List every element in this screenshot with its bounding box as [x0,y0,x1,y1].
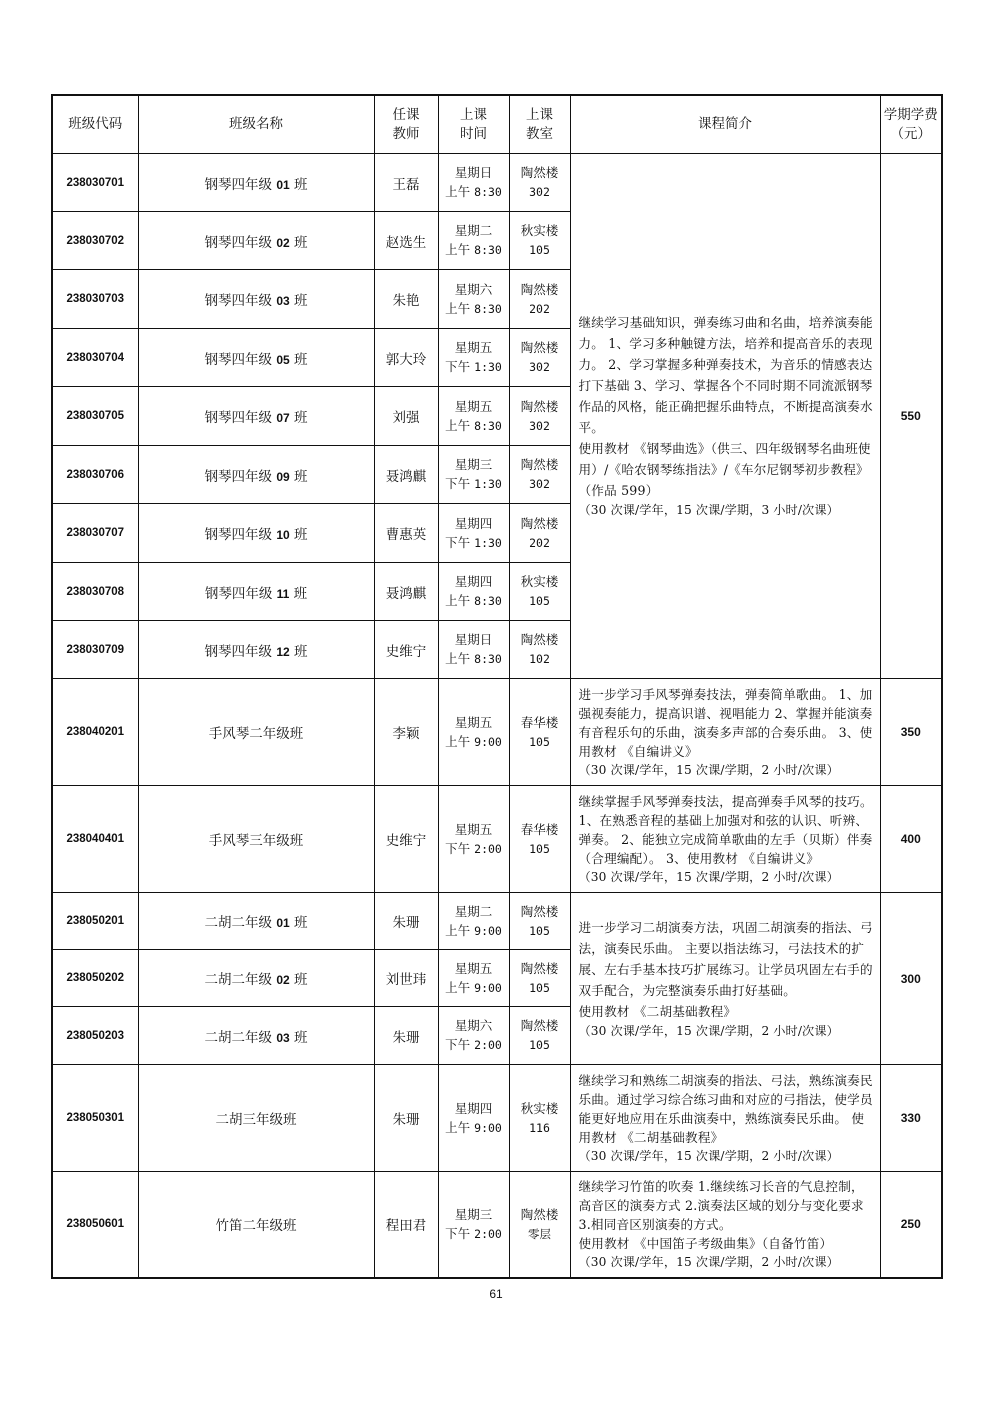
classroom: 秋实楼 116 [509,1065,570,1172]
teacher: 刘强 [374,387,438,446]
class-code: 238030703 [52,270,138,329]
class-time: 星期二 上午 8:30 [438,212,509,270]
teacher: 聂鸿麒 [374,446,438,504]
class-time: 星期五 下午 1:30 [438,329,509,387]
class-code: 238050601 [52,1172,138,1278]
class-code: 238050202 [52,950,138,1007]
class-name: 手风琴三年级班 [138,786,374,893]
classroom: 陶然楼 302 [509,154,570,212]
class-time: 星期四 上午 8:30 [438,563,509,621]
class-time: 星期五 上午 9:00 [438,679,509,786]
course-description: 进一步学习手风琴弹奏技法，弹奏简单歌曲。 1、加强视奏能力，提高识谱、视唱能力 2、掌握并能演奏有音程乐句的乐曲，演奏多声部的合奏乐曲。 3、使用教材 《自编讲义》 （30 次课/学年，15 次课/学期，2 小时/次课） [570,679,880,786]
classroom: 陶然楼 202 [509,504,570,563]
class-code: 238030704 [52,329,138,387]
class-name: 钢琴四年级 12 班 [138,621,374,679]
class-code: 238030706 [52,446,138,504]
table-row [52,1172,942,1278]
semester-fee: 330 [880,1065,942,1172]
course-table [51,94,943,1279]
class-name: 钢琴四年级 07 班 [138,387,374,446]
table-row [52,893,942,950]
semester-fee: 300 [880,893,942,1065]
header-teacher: 任课 教师 [374,95,438,154]
teacher: 朱艳 [374,270,438,329]
classroom: 陶然楼 105 [509,893,570,950]
header-name: 班级名称 [138,95,374,154]
class-time: 星期六 上午 8:30 [438,270,509,329]
class-name: 二胡二年级 01 班 [138,893,374,950]
class-code: 238050203 [52,1007,138,1065]
class-code: 238030702 [52,212,138,270]
teacher: 史维宁 [374,621,438,679]
class-time: 星期四 下午 1:30 [438,504,509,563]
class-name: 钢琴四年级 10 班 [138,504,374,563]
classroom: 陶然楼 102 [509,621,570,679]
class-code: 238030708 [52,563,138,621]
classroom: 陶然楼 302 [509,329,570,387]
page-number: 61 [489,1287,503,1301]
classroom: 陶然楼 302 [509,387,570,446]
table-row [52,1065,942,1172]
course-description: 继续掌握手风琴弹奏技法，提高弹奏手风琴的技巧。 1、在熟悉音程的基础上加强对和弦的认识、听辨、弹奏。 2、能独立完成简单歌曲的左手（贝斯）伴奏（合理编配）。 3、使用教材 《自编讲义》 （30 次课/学年，15 次课/学期，2 小时/次课） [570,786,880,893]
teacher: 刘世玮 [374,950,438,1007]
course-description: 进一步学习二胡演奏方法，巩固二胡演奏的指法、弓法，演奏民乐曲。 主要以指法练习，弓法技术的扩展、左右手基本技巧扩展练习。让学员巩固左右手的双手配合，为完整演奏乐曲打好基础。 使用教材 《二胡基础教程》 （30 次课/学年，15 次课/学期，2 小时/次课） [570,893,880,1065]
teacher: 程田君 [374,1172,438,1278]
course-description: 继续学习和熟练二胡演奏的指法、弓法，熟练演奏民乐曲。通过学习综合练习曲和对应的弓指法，使学员能更好地应用在乐曲演奏中，熟练演奏民乐曲。 使用教材 《二胡基础教程》 （30 次课/学年，15 次课/学期，2 小时/次课） [570,1065,880,1172]
teacher: 朱珊 [374,893,438,950]
teacher: 曹惠英 [374,504,438,563]
class-code: 238040201 [52,679,138,786]
header-desc: 课程简介 [570,95,880,154]
course-description: 继续学习竹笛的吹奏 1.继续练习长音的气息控制，高音区的演奏方式 2.演奏法区域的划分与变化要求 3.相同音区别演奏的方式。 使用教材 《中国笛子考级曲集》（自备竹笛） （30 次课/学年，15 次课/学期，2 小时/次课） [570,1172,880,1278]
semester-fee: 400 [880,786,942,893]
class-time: 星期三 下午 1:30 [438,446,509,504]
table-row [52,786,942,893]
classroom: 陶然楼 零层 [509,1172,570,1278]
class-name: 钢琴四年级 03 班 [138,270,374,329]
class-code: 238030705 [52,387,138,446]
class-time: 星期日 上午 8:30 [438,621,509,679]
header-fee: 学期学费 （元） [880,95,942,154]
class-time: 星期五 下午 2:00 [438,786,509,893]
classroom: 陶然楼 202 [509,270,570,329]
class-code: 238030707 [52,504,138,563]
semester-fee: 350 [880,679,942,786]
class-time: 星期五 上午 9:00 [438,950,509,1007]
classroom: 春华楼 105 [509,786,570,893]
class-name: 钢琴四年级 05 班 [138,329,374,387]
class-name: 二胡二年级 02 班 [138,950,374,1007]
class-name: 二胡二年级 03 班 [138,1007,374,1065]
teacher: 朱珊 [374,1007,438,1065]
teacher: 朱珊 [374,1065,438,1172]
class-name: 钢琴四年级 11 班 [138,563,374,621]
classroom: 春华楼 105 [509,679,570,786]
semester-fee: 250 [880,1172,942,1278]
semester-fee: 550 [880,154,942,679]
classroom: 陶然楼 105 [509,1007,570,1065]
class-time: 星期六 下午 2:00 [438,1007,509,1065]
header-room: 上课 教室 [509,95,570,154]
class-code: 238050201 [52,893,138,950]
class-time: 星期日 上午 8:30 [438,154,509,212]
class-code: 238050301 [52,1065,138,1172]
classroom: 陶然楼 105 [509,950,570,1007]
header-code: 班级代码 [52,95,138,154]
class-code: 238030709 [52,621,138,679]
classroom: 秋实楼 105 [509,563,570,621]
class-time: 星期五 上午 8:30 [438,387,509,446]
class-name: 钢琴四年级 01 班 [138,154,374,212]
teacher: 赵选生 [374,212,438,270]
table-row [52,154,942,212]
course-description: 继续学习基础知识，弹奏练习曲和名曲，培养演奏能力。 1、学习多种触键方法，培养和提高音乐的表现力。 2、学习掌握多种弹奏技术，为音乐的情感表达打下基础 3、学习、掌握各个不同时期不同流派钢琴作品的风格，能正确把握乐曲特点，不断提高演奏水平。 使用教材 《钢琴曲选》（供三、四年级钢琴名曲班使用）/《哈农钢琴练指法》/《车尔尼钢琴初步教程》（作品 599） （30 次课/学年，15 次课/学期，3 小时/次课） [570,154,880,679]
class-code: 238040401 [52,786,138,893]
class-name: 手风琴二年级班 [138,679,374,786]
table-row [52,679,942,786]
class-time: 星期二 上午 9:00 [438,893,509,950]
class-name: 钢琴四年级 02 班 [138,212,374,270]
header-time: 上课 时间 [438,95,509,154]
class-name: 竹笛二年级班 [138,1172,374,1278]
class-time: 星期四 上午 9:00 [438,1065,509,1172]
teacher: 史维宁 [374,786,438,893]
classroom: 陶然楼 302 [509,446,570,504]
classroom: 秋实楼 105 [509,212,570,270]
class-name: 二胡三年级班 [138,1065,374,1172]
class-time: 星期三 下午 2:00 [438,1172,509,1278]
class-code: 238030701 [52,154,138,212]
teacher: 郭大玲 [374,329,438,387]
class-name: 钢琴四年级 09 班 [138,446,374,504]
teacher: 聂鸿麒 [374,563,438,621]
header-row [52,95,942,154]
teacher: 王磊 [374,154,438,212]
teacher: 李颖 [374,679,438,786]
